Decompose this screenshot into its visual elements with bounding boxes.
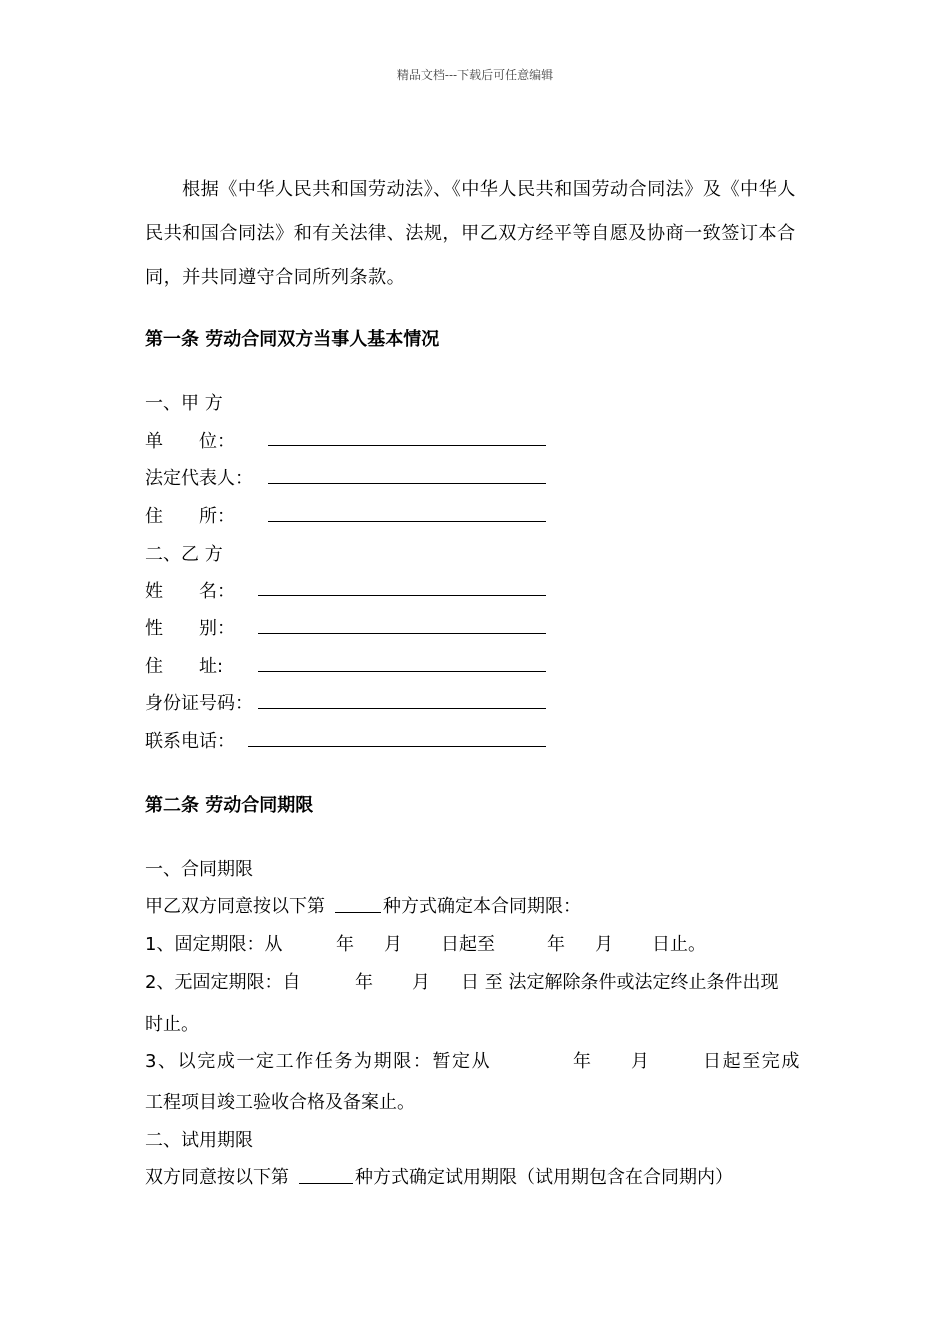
residence-label: 住 所： — [145, 506, 235, 527]
legal-rep-blank[interactable] — [268, 483, 546, 484]
legal-rep-label: 法定代表人： — [145, 468, 253, 489]
unit-label: 单 位： — [145, 431, 235, 452]
address-label: 住 址: — [145, 656, 224, 677]
probation-method-pre: 双方同意按以下第 — [145, 1167, 289, 1188]
option2-month: 月 — [412, 972, 430, 993]
option1-day-to: 日起至 — [441, 934, 495, 955]
probation-method-blank[interactable] — [299, 1183, 353, 1184]
id-number-label: 身份证号码： — [145, 693, 253, 714]
intro-paragraph: 根据《中华人民共和国劳动法》、《中华人民共和国劳动合同法》及《中华人民共和国合同法》和有关法律、法规，甲乙双方经平等自愿及协商一致签订本合同，并共同遵守合同所列条款。 — [145, 179, 796, 288]
option3-cont: 工程项目竣工验收合格及备案止。 — [145, 1092, 415, 1113]
term-method-post: 种方式确定本合同期限： — [383, 896, 581, 917]
phone-label: 联系电话： — [145, 731, 235, 752]
option3-end: 日起至完成 — [703, 1051, 801, 1072]
option3-year: 年 — [573, 1051, 591, 1072]
unit-blank[interactable] — [268, 445, 546, 446]
option2-label: 2、无固定期限：自 — [145, 972, 301, 993]
option2-cont: 时止。 — [145, 1014, 199, 1035]
option2-condition: 日 至 法定解除条件或法定终止条件出现 — [461, 972, 779, 993]
page-header: 精品文档---下载后可任意编辑 — [396, 68, 554, 82]
term-method-pre: 甲乙双方同意按以下第 — [145, 896, 325, 917]
name-label: 姓 名： — [145, 581, 235, 602]
gender-blank[interactable] — [258, 633, 546, 634]
gender-label: 性 别： — [145, 618, 235, 639]
residence-blank[interactable] — [268, 521, 546, 522]
party-a-heading: 一、甲 方 — [145, 393, 223, 414]
id-number-blank[interactable] — [258, 708, 546, 709]
article1-title: 第一条 劳动合同双方当事人基本情况 — [145, 329, 440, 350]
option3-label: 3、以完成一定工作任务为期限：暂定从 — [145, 1051, 492, 1072]
party-b-heading: 二、乙 方 — [145, 544, 223, 565]
option1-day-end: 日止。 — [652, 934, 706, 955]
article2-title: 第二条 劳动合同期限 — [145, 795, 314, 816]
probation-heading: 二、试用期限 — [145, 1130, 253, 1151]
phone-blank[interactable] — [248, 746, 546, 747]
option1-year2: 年 — [547, 934, 565, 955]
address-blank[interactable] — [258, 671, 546, 672]
name-blank[interactable] — [258, 595, 546, 596]
option1-label: 1、固定期限：从 — [145, 934, 283, 955]
option3-month: 月 — [631, 1051, 649, 1072]
probation-method-post: 种方式确定试用期限（试用期包含在合同期内） — [355, 1167, 733, 1188]
option1-year1: 年 — [336, 934, 354, 955]
contract-term-heading: 一、合同期限 — [145, 859, 253, 880]
option2-year: 年 — [355, 972, 373, 993]
term-method-blank[interactable] — [335, 912, 381, 913]
option1-month1: 月 — [384, 934, 402, 955]
option1-month2: 月 — [595, 934, 613, 955]
